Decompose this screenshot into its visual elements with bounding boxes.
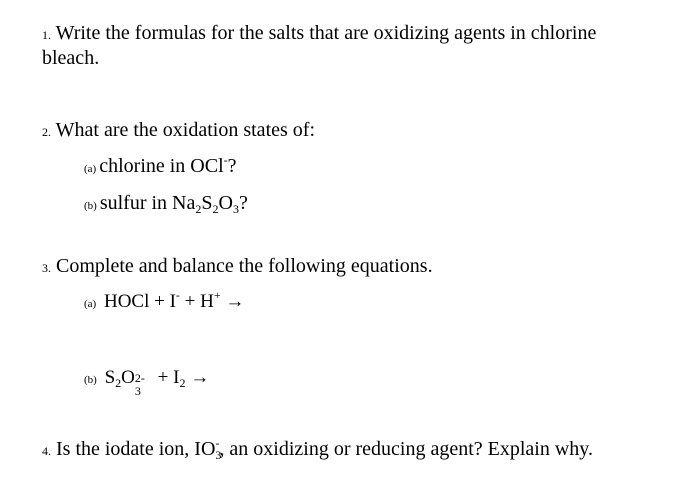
question-2b-sulfur: S — [201, 192, 213, 214]
question-2b-sub-3: 3 — [232, 202, 239, 216]
question-2-number: 2. — [42, 125, 51, 139]
question-2b-oxygen: O — [218, 192, 233, 214]
question-2b — [84, 191, 248, 218]
question-4-number: 4. — [42, 444, 51, 458]
equation-b-charge: 2- — [134, 371, 145, 385]
arrow-icon: → — [185, 367, 210, 388]
equation-b-sub-sup — [134, 371, 145, 398]
equation-a-label: (a) — [84, 298, 97, 310]
question-1-text-continued: bleach. — [42, 47, 100, 69]
question-2a-text: chlorine in OCl — [99, 155, 224, 177]
question-2a-end: ? — [227, 155, 237, 177]
question-4 — [42, 437, 593, 463]
equation-a-hydrogen-charge: + — [213, 288, 221, 302]
equation-b-plus-iodine: + I — [152, 367, 180, 388]
question-3-number: 3. — [42, 261, 51, 275]
question-4-charge: - — [215, 436, 220, 450]
question-1-text: Write the formulas for the salts that are oxidizing agents in chlorine — [55, 22, 597, 44]
question-2b-label: (b) — [84, 200, 97, 212]
question-3-text: Complete and balance the following equations. — [56, 255, 433, 277]
equation-a-part-1: HOCl + I — [103, 291, 176, 312]
equation-a-part-2: + H — [179, 291, 214, 312]
equation-a-iodide-charge: - — [175, 288, 180, 302]
equation-b-oxygen: O — [121, 367, 135, 388]
question-1-number: 1. — [42, 28, 51, 42]
equation-a — [84, 290, 244, 316]
equation-b-sulfur: S — [104, 367, 116, 388]
equation-b-sub-2: 3 — [134, 384, 141, 398]
question-2a-charge: - — [223, 153, 228, 167]
question-2b-sub-1: 2 — [195, 202, 202, 216]
question-1-line-2 — [42, 46, 99, 70]
question-2b-end: ? — [238, 192, 248, 214]
question-3 — [42, 254, 433, 280]
equation-b-sub-3: 2 — [179, 376, 186, 390]
question-4-sub: 3 — [215, 448, 222, 462]
equation-b-sub-1: 2 — [115, 376, 122, 390]
question-2a-label: (a) — [84, 163, 97, 175]
arrow-icon: → — [220, 291, 245, 312]
question-2b-sub-2: 2 — [212, 202, 219, 216]
equation-b — [84, 366, 210, 398]
question-4-text-1: Is the iodate ion, IO — [56, 438, 216, 460]
question-1-line-1 — [42, 21, 596, 47]
equation-b-label: (b) — [84, 374, 97, 386]
question-2-text: What are the oxidation states of: — [55, 119, 315, 141]
question-4-text-2: , an oxidizing or reducing agent? Explain why. — [219, 438, 593, 460]
question-2b-text: sulfur in Na — [99, 192, 196, 214]
question-2 — [42, 118, 315, 144]
question-2a — [84, 154, 237, 181]
